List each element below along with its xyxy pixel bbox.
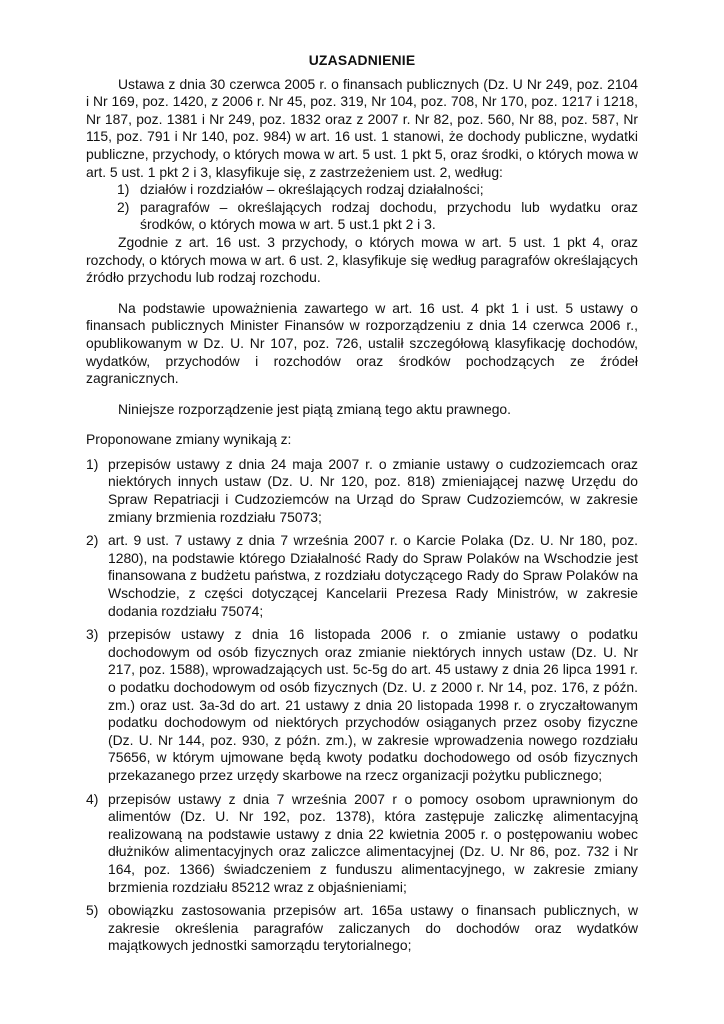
list-item-text: przepisów ustawy z dnia 16 listopada 2006 r. o zmianie ustawy o podatku dochodowym od osób fizycznych oraz zmianie niektórych innych ustaw (Dz. U. Nr 217, poz. 1588), wprowadzających ust. 5c-5g do art. 45 ustawy z dnia 26 lipca 1991 r. o podatku dochodowym od osób fizycznych (Dz. U. z 2000 r. Nr 14, poz. 176, z późn. zm.) oraz ust. 3a-3d do art. 21 ustawy z dnia 20 listopada 1998 r. o zryczałtowanym podatku dochodowym od niektórych przychodów osiąganych przez osoby fizyczne (Dz. U. Nr 144, poz. 930, z późn. zm.), w zakresie wprowadzenia nowego rozdziału 75656, w którym ujmowane będą kwoty podatku dochodowego od osób fizycznych przekazanego przez urzędy skarbowe na rzecz organizacji pożytku publicznego; <box>108 626 638 783</box>
list-item-number: 1) <box>86 455 99 472</box>
paragraph-podstawa: Na podstawie upoważnienia zawartego w art. 16 ust. 4 pkt 1 i ust. 5 ustawy o finansach publicznych Minister Finansów w rozporządzeniu z dnia 14 czerwca 2006 r., opublikowanym w Dz. U. Nr 107, poz. 726, ustalił szczegółową klasyfikację dochodów, wydatków, przychodów i rozchodów oraz środków pochodzących ze źródeł zagranicznych. <box>86 299 638 387</box>
list-item <box>117 181 638 199</box>
changes-list <box>86 456 638 955</box>
list-item-number: 3) <box>86 626 99 643</box>
list-item-text: art. 9 ust. 7 ustawy z dnia 7 września 2007 r. o Karcie Polaka (Dz. U. Nr 180, poz. 1280), na podstawie którego Działalność Rady do Spraw Polaków na Wschodzie jest finansowana z budżetu państwa, z rozdziału dotyczącego Rady do Spraw Polaków na Wschodzie, z części dotyczącej Kancelarii Prezesa Rady Ministrów, w zakresie dodania rozdziału 75074; <box>108 532 638 619</box>
paragraph-niniejsze: Niniejsze rozporządzenie jest piątą zmianą tego aktu prawnego. <box>118 400 512 417</box>
list-item-number: 2) <box>117 198 130 215</box>
list-item-text: paragrafów – określających rodzaj dochodu, przychodu lub wydatku oraz środków, o których mowa w art. 5 ust.1 pkt 2 i 3. <box>140 198 638 233</box>
paragraph-zgodnie: Zgodnie z art. 16 ust. 3 przychody, o których mowa w art. 5 ust. 1 pkt 4, oraz rozchody, o których mowa w art. 6 ust. 2, klasyfikuje się według paragrafów określających źródło przychodu lub rodzaj rozchodu. <box>86 233 638 286</box>
list-item <box>86 902 638 955</box>
list-item-number: 4) <box>86 790 99 807</box>
intro-paragraph: Ustawa z dnia 30 czerwca 2005 r. o finansach publicznych (Dz. U Nr 249, poz. 2104 i Nr 169, poz. 1420, z 2006 r. Nr 45, poz. 319, Nr 104, poz. 708, Nr 170, poz. 1217 i 1218, Nr 187, poz. 1381 i Nr 249, poz. 1832 oraz z 2007 r. Nr 82, poz. 560, Nr 88, poz. 587, Nr 115, poz. 791 i Nr 140, poz. 984) w art. 16 ust. 1 stanowi, że dochody publiczne, wydatki publiczne, przychody, o których mowa w art. 5 ust. 1 pkt 5, oraz środki, o których mowa w art. 5 ust. 1 pkt 2 i 3, klasyfikuje się, z zastrzeżeniem ust. 2, według: <box>86 75 638 180</box>
list-item-number: 2) <box>86 532 99 549</box>
paragraph-proponowane: Proponowane zmiany wynikają z: <box>86 431 292 448</box>
list-item <box>117 199 638 234</box>
list-item <box>86 532 638 620</box>
list-item <box>86 456 638 526</box>
list-item-number: 1) <box>117 181 130 198</box>
document-title: UZASADNIENIE <box>308 52 416 68</box>
list-item-text: przepisów ustawy z dnia 7 września 2007 r o pomocy osobom uprawnionym do alimentów (Dz. U. Nr 192, poz. 1378), która zastępuje zaliczkę alimentacyjną realizowaną na podstawie ustawy z dnia 22 kwietnia 2005 r. o postępowaniu wobec dłużników alimentacyjnych oraz zaliczce alimentacyjnej (Dz. U. Nr 86, poz. 732 i Nr 164, poz. 1366) świadczeniem z funduszu alimentacyjnego, w zakresie zmiany brzmienia rozdziału 85212 wraz z objaśnieniami; <box>108 790 638 895</box>
list-item <box>86 791 638 897</box>
list-item <box>86 626 638 784</box>
list-item-text: przepisów ustawy z dnia 24 maja 2007 r. o zmianie ustawy o cudzoziemcach oraz niektórych innych ustaw (Dz. U. Nr 120, poz. 818) zmieniającej nazwę Urzędu do Spraw Repatriacji i Cudzoziemców na Urząd do Spraw Cudzoziemców, w zakresie zmiany brzmienia rozdziału 75073; <box>108 455 638 525</box>
list-item-number: 5) <box>86 902 99 919</box>
list-item-text: działów i rozdziałów – określających rodzaj działalności; <box>140 181 484 198</box>
classification-list <box>117 181 638 234</box>
list-item-text: obowiązku zastosowania przepisów art. 165a ustawy o finansach publicznych, w zakresie określenia paragrafów zaliczanych do dochodów oraz wydatków majątkowych jednostki samorządu terytorialnego; <box>108 902 638 954</box>
